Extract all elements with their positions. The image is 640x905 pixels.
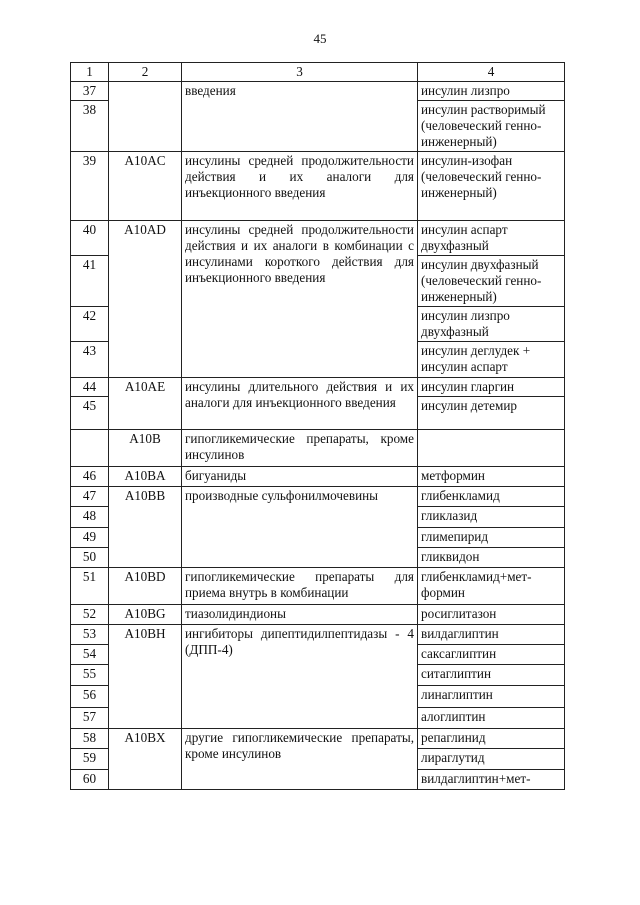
row-number-cell: 49 (71, 528, 109, 548)
group-description-cell: инсулины длительного действия и их аналоги для инъекционного введения (182, 378, 418, 430)
table-row (71, 378, 565, 397)
row-number-cell: 44 (71, 378, 109, 397)
header-cell: 1 (71, 63, 109, 82)
atc-code-cell: A10BH (109, 625, 182, 729)
drug-name-cell: гликлазид (418, 507, 565, 528)
drug-name-cell: росиглитазон (418, 605, 565, 625)
atc-code-cell: A10BA (109, 467, 182, 487)
drug-name-cell: инсулин двухфазный (человеческий генно-инженерный) (418, 256, 565, 307)
drug-name-cell: линаглиптин (418, 686, 565, 708)
row-number-cell: 50 (71, 548, 109, 568)
group-description-cell: другие гипогликемические препараты, кроме инсулинов (182, 729, 418, 790)
drug-name-cell: инсулин лизпро двухфазный (418, 307, 565, 342)
table-row (71, 605, 565, 625)
group-description-cell: ингибиторы дипептидилпептидазы - 4 (ДПП-4) (182, 625, 418, 729)
table-row (71, 625, 565, 645)
drug-name-cell: инсулин растворимый (человеческий генно-инженерный) (418, 101, 565, 152)
row-number-cell: 51 (71, 568, 109, 605)
group-description-cell: инсулины средней продолжительности действия и их аналоги для инъекционного введения (182, 152, 418, 221)
row-number-cell: 56 (71, 686, 109, 708)
row-number-cell: 54 (71, 645, 109, 665)
drug-name-cell: глимепирид (418, 528, 565, 548)
header-cell: 3 (182, 63, 418, 82)
row-number-cell: 38 (71, 101, 109, 152)
drug-table (70, 62, 565, 790)
drug-name-cell: саксаглиптин (418, 645, 565, 665)
drug-name-cell: инсулин деглудек + инсулин аспарт (418, 342, 565, 378)
drug-name-cell: алоглиптин (418, 708, 565, 729)
table-row (71, 430, 565, 467)
row-number-cell: 59 (71, 749, 109, 770)
drug-name-cell: лираглутид (418, 749, 565, 770)
group-description-cell: гипогликемические препараты, кроме инсулинов (182, 430, 418, 467)
table-row (71, 152, 565, 221)
row-number-cell: 60 (71, 770, 109, 790)
atc-code-cell: A10BG (109, 605, 182, 625)
group-description-cell: инсулины средней продолжительности действия и их аналоги в комбинации с инсулинами короткого действия для инъекционного введения (182, 221, 418, 378)
group-description-cell: бигуаниды (182, 467, 418, 487)
row-number-cell: 45 (71, 397, 109, 430)
drug-name-cell: инсулин лизпро (418, 82, 565, 101)
row-number-cell: 42 (71, 307, 109, 342)
row-number-cell: 43 (71, 342, 109, 378)
drug-name-cell: вилдаглиптин+мет- (418, 770, 565, 790)
drug-name-cell: репаглинид (418, 729, 565, 749)
group-description-cell: введения (182, 82, 418, 152)
page-number: 45 (313, 31, 327, 46)
header-cell: 2 (109, 63, 182, 82)
drug-name-cell: глибенкламид+мет-формин (418, 568, 565, 605)
drug-name-cell (418, 430, 565, 467)
row-number-cell: 58 (71, 729, 109, 749)
row-number-cell: 48 (71, 507, 109, 528)
table-row (71, 487, 565, 507)
table-row (71, 467, 565, 487)
drug-name-cell: инсулин аспарт двухфазный (418, 221, 565, 256)
row-number-cell (71, 430, 109, 467)
table-row (71, 82, 565, 101)
atc-code-cell: A10BX (109, 729, 182, 790)
group-description-cell: тиазолидиндионы (182, 605, 418, 625)
atc-code-cell: A10AD (109, 221, 182, 378)
row-number-cell: 40 (71, 221, 109, 256)
row-number-cell: 52 (71, 605, 109, 625)
group-description-cell: гипогликемические препараты для приема внутрь в комбинации (182, 568, 418, 605)
table-row (71, 729, 565, 749)
atc-code-cell: A10AC (109, 152, 182, 221)
atc-code-cell: A10AE (109, 378, 182, 430)
atc-code-cell (109, 82, 182, 152)
row-number-cell: 37 (71, 82, 109, 101)
atc-code-cell: A10BB (109, 487, 182, 568)
row-number-cell: 47 (71, 487, 109, 507)
drug-name-cell: инсулин-изофан (человеческий генно-инженерный) (418, 152, 565, 221)
row-number-cell: 57 (71, 708, 109, 729)
row-number-cell: 41 (71, 256, 109, 307)
header-cell: 4 (418, 63, 565, 82)
drug-name-cell: ситаглиптин (418, 665, 565, 686)
drug-name-cell: гликвидон (418, 548, 565, 568)
row-number-cell: 46 (71, 467, 109, 487)
drug-name-cell: вилдаглиптин (418, 625, 565, 645)
row-number-cell: 39 (71, 152, 109, 221)
table-row (71, 221, 565, 256)
table-header-row (71, 63, 565, 82)
drug-name-cell: инсулин гларгин (418, 378, 565, 397)
atc-code-cell: A10B (109, 430, 182, 467)
drug-table-body (71, 63, 565, 790)
row-number-cell: 53 (71, 625, 109, 645)
drug-name-cell: глибенкламид (418, 487, 565, 507)
group-description-cell: производные сульфонилмочевины (182, 487, 418, 568)
row-number-cell: 55 (71, 665, 109, 686)
drug-name-cell: метформин (418, 467, 565, 487)
table-row (71, 568, 565, 605)
drug-name-cell: инсулин детемир (418, 397, 565, 430)
atc-code-cell: A10BD (109, 568, 182, 605)
